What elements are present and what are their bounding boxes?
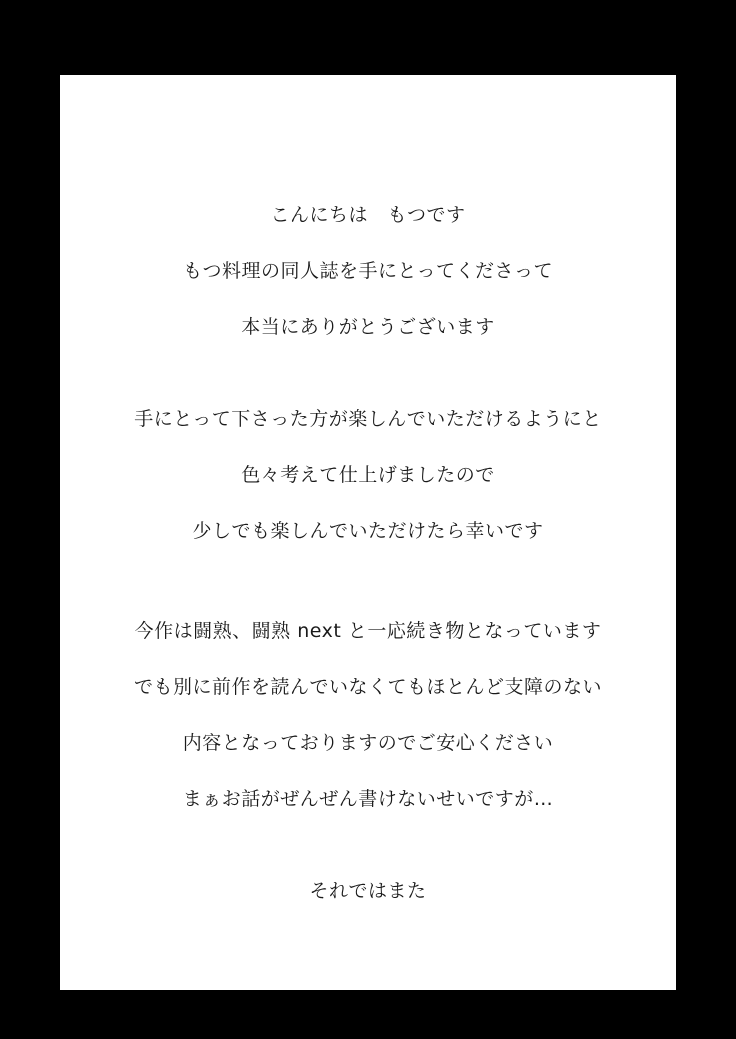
text-line: 本当にありがとうございます xyxy=(241,316,495,338)
text-line: 今作は闘熟、闘熟 next と一応続き物となっています xyxy=(134,620,602,642)
text-line: 少しでも楽しんでいただけたら幸いです xyxy=(192,520,544,542)
afterword-paper xyxy=(60,75,676,990)
text-line: こんにちは もつです xyxy=(270,204,466,226)
text-line: まぁお話がぜんぜん書けないせいですが… xyxy=(182,788,554,810)
text-line: でも別に前作を読んでいなくてもほとんど支障のない xyxy=(133,676,602,698)
text-line: 色々考えて仕上げましたので xyxy=(241,464,495,486)
text-line: 手にとって下さった方が楽しんでいただけるようにと xyxy=(134,408,602,430)
text-line: もつ料理の同人誌を手にとってくださって xyxy=(182,260,554,282)
text-line: 内容となっておりますのでご安心ください xyxy=(182,732,554,754)
afterword-text-body xyxy=(60,75,676,990)
text-line: それではまた xyxy=(309,880,427,902)
